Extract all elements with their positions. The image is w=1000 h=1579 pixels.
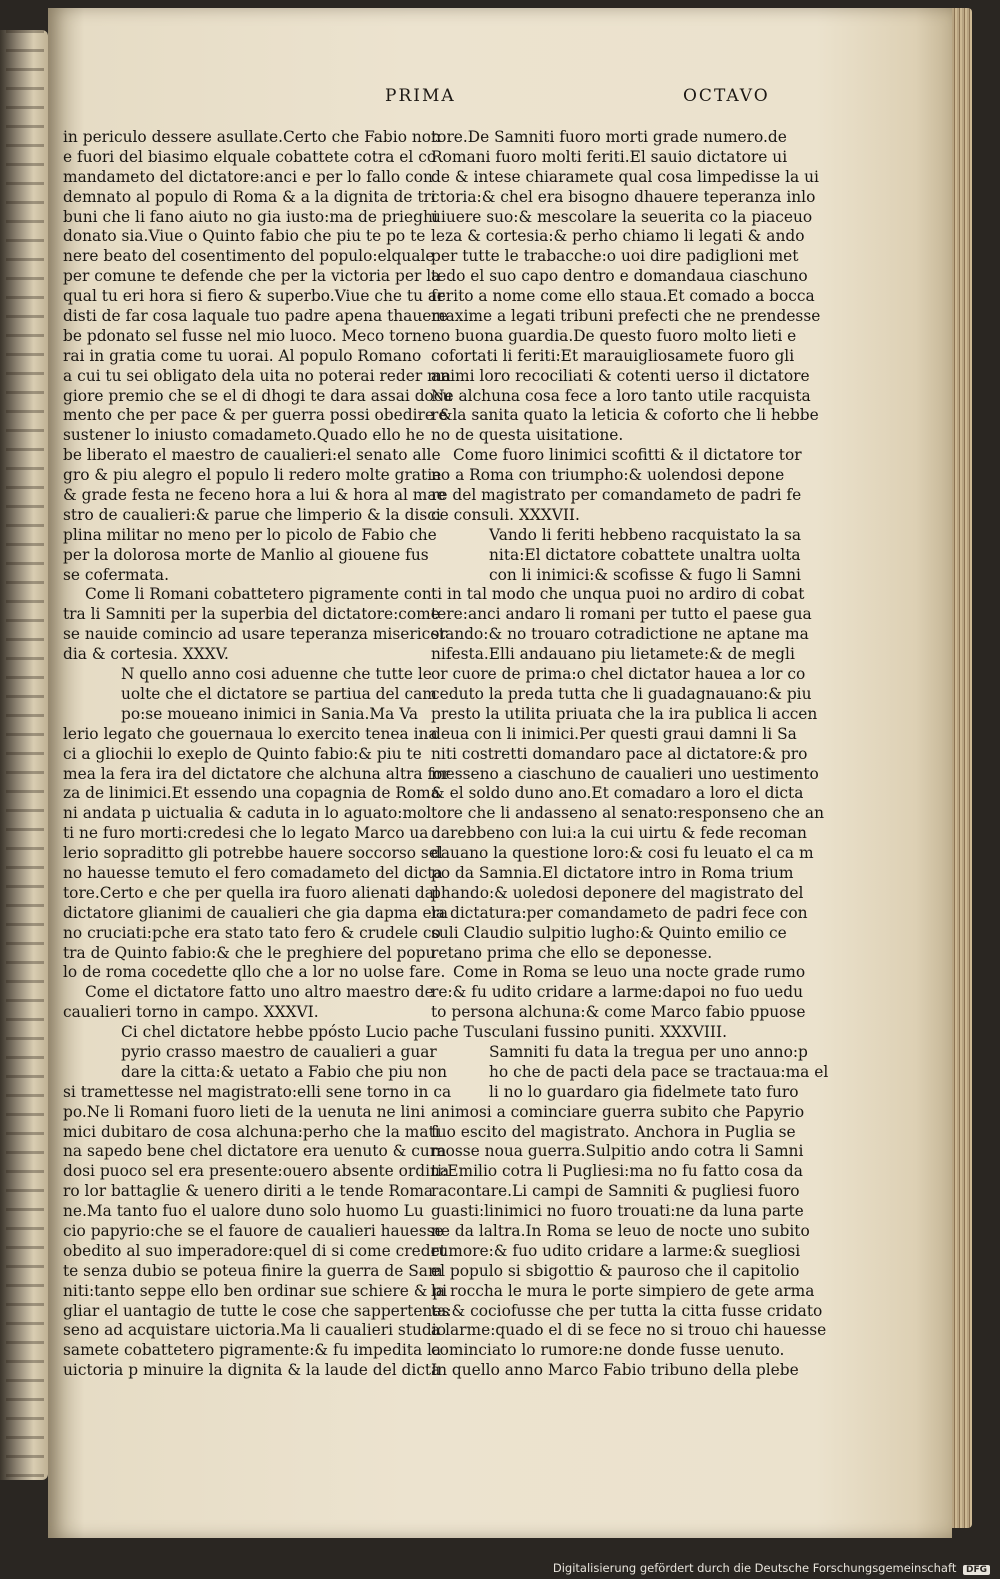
- text-line: gliar el uantagio de tutte le cose che sappertenes: [63, 1301, 450, 1320]
- text-line: dare la citta:& uetato a Fabio che piu non: [121, 1062, 447, 1081]
- running-head-right: OCTAVO: [683, 86, 770, 106]
- text-line: or cuore de prima:o chel dictator hauea a lor co: [431, 665, 806, 684]
- text-line: mosse noua guerra.Sulpitio ando cotra li Samni: [431, 1142, 804, 1161]
- text-line: racontare.Li campi de Samniti & pugliesi fuoro: [431, 1182, 800, 1201]
- text-line: pyrio crasso maestro de caualieri a guar: [121, 1042, 437, 1061]
- text-line: si tramettesse nel magistrato:elli sene torno in ca: [63, 1082, 452, 1101]
- text-line: demnato al populo di Roma & a la dignita de tri: [63, 187, 436, 206]
- text-line: za de linimici.Et essendo una copagnia de Roma: [63, 784, 440, 803]
- text-line: maxime a legati tribuni prefecti che ne prendesse: [431, 307, 821, 326]
- text-line: be liberato el maestro de caualieri:el senato alle: [63, 446, 441, 465]
- text-line: donato sia.Viue o Quinto fabio che piu te po te: [63, 227, 426, 246]
- page-stack-edge: [952, 8, 972, 1528]
- text-line: uiuere suo:& mescolare la seuerita co la piaceuo: [431, 207, 813, 226]
- text-line: N quello anno cosi aduenne che tutte le: [121, 665, 432, 684]
- text-line: tore.De Samniti fuoro morti grade numero.de: [431, 128, 787, 146]
- text-line: ta:& cociofusse che per tutta la citta fusse cridato: [431, 1301, 823, 1320]
- text-column-right: [431, 128, 829, 1381]
- text-line: no hauesse temuto el fero comadameto del dicta: [63, 863, 443, 882]
- text-line: tere:anci andaro li romani per tutto el paese gua: [431, 605, 812, 624]
- text-line: tedo el suo capo dentro e domandaua ciaschuno: [431, 267, 808, 286]
- text-line: ho che de pacti dela pace se tractaua:ma el: [489, 1062, 829, 1081]
- facing-page-text: [6, 30, 44, 1480]
- text-line: che Tusculani fussino puniti. XXXVIII.: [431, 1023, 727, 1042]
- text-line: disti de far cosa laquale tuo padre apena thauere: [63, 307, 448, 326]
- text-line: ro lor battaglie & uenero diriti a le tende Roma: [63, 1182, 434, 1201]
- text-line: Ci chel dictatore hebbe ppósto Lucio pa: [121, 1023, 433, 1042]
- text-line: ceduto la preda tutta che li guadagnauano:& piu: [431, 684, 812, 703]
- text-line: per comune te defende che per la victoria per la: [63, 267, 441, 286]
- text-line: stro de caualieri:& parue che limperio & la disci: [63, 505, 441, 524]
- text-line: per tutte le trabacche:o uoi dire padiglioni met: [431, 247, 799, 266]
- text-line: samete cobattetero pigramente:& fu impedita la: [63, 1341, 442, 1360]
- text-line: darebbeno con lui:a la cui uirtu & fede recoman: [431, 824, 807, 843]
- text-line: fuo escito del magistrato. Anchora in Puglia se: [431, 1122, 796, 1141]
- text-line: Ne alchuna cosa fece a loro tanto utile racquista: [431, 386, 811, 405]
- text-line: be pdonato sel fusse nel mio luoco. Meco torne: [63, 326, 431, 345]
- text-line: po da Samnia.El dictatore intro in Roma trium: [431, 863, 794, 882]
- text-line: a cui tu sei obligato dela uita no poterai reder ma: [63, 366, 451, 385]
- text-line: re:& fu udito cridare a larme:dapoi no fuo uedu: [431, 983, 804, 1002]
- text-line: el populo si sbigottio & pauroso che il capitolio: [431, 1261, 800, 1280]
- text-line: e fuori del biasimo elquale cobattete cotra el co: [63, 147, 437, 166]
- text-line: a larme:quado el di se fece no si trouo chi hauesse: [431, 1321, 827, 1340]
- text-line: messeno a ciaschuno de caualieri uno uestimento: [431, 764, 819, 783]
- text-line: caualieri torno in campo. XXXVI.: [63, 1003, 319, 1022]
- text-line: phando:& uoledosi deponere del magistrato del: [431, 883, 804, 902]
- text-line: rumore:& fuo udito cridare a larme:& suegliosi: [431, 1241, 801, 1260]
- text-line: po.Ne li Romani fuoro lieti de la uenuta ne lini: [63, 1102, 426, 1121]
- text-line: ni andata p uictualia & caduta in lo aguato:mol: [63, 804, 432, 823]
- text-line: tra de Quinto fabio:& che le preghiere del popu: [63, 943, 436, 962]
- text-line: gro & piu alegro el populo li redero molte gratie: [63, 466, 442, 485]
- text-line: Samniti fu data la tregua per uno anno:p: [489, 1042, 808, 1061]
- text-line: lo de roma cocedette qllo che a lor no uolse fare.: [63, 963, 446, 982]
- text-line: seno ad acquistare uictoria.Ma li caualieri studio: [63, 1321, 446, 1340]
- text-line: tore.Certo e che per quella ira fuoro alienati dal: [63, 883, 439, 902]
- text-line: re la sanita quato la leticia & coforto che li hebbe: [431, 406, 819, 425]
- text-line: presto la utilita priuata che la ira publica li accen: [431, 704, 818, 723]
- text-line: de & intese chiaramete qual cosa limpedisse la ui: [431, 167, 819, 186]
- text-line: sustener lo iniusto comadameto.Quado ello he: [63, 426, 425, 445]
- text-line: Come el dictatore fatto uno altro maestro de: [85, 983, 434, 1002]
- digitization-credit: [553, 1561, 990, 1575]
- text-line: cofortati li feriti:Et marauigliosamete fuoro gli: [431, 346, 795, 365]
- text-line: dia & cortesia. XXXV.: [63, 645, 229, 664]
- credit-text: Digitalisierung gefördert durch die Deutsche Forschungsgemeinschaft: [552, 1561, 957, 1575]
- text-line: te senza dubio se poteua finire la guerra de Sam: [63, 1261, 443, 1280]
- text-line: tra li Samniti per la superbia del dictatore:come: [63, 605, 440, 624]
- running-head-left: PRIMA: [385, 86, 456, 106]
- text-line: la roccha le mura le porte simpiero de gete arma: [431, 1281, 815, 1300]
- text-line: animosi a cominciare guerra subito che Papyrio: [431, 1102, 805, 1121]
- text-line: Come in Roma se leuo una nocte grade rumo: [453, 963, 806, 982]
- text-line: tore che li andasseno al senato:responseno che an: [431, 804, 824, 823]
- text-line: leza & cortesia:& perho chiamo li legati & ando: [431, 227, 805, 246]
- text-line: ti:Emilio cotra li Pugliesi:ma no fu fatto cosa da: [431, 1162, 803, 1181]
- text-line: animi loro recociliati & cotenti uerso il dictatore: [431, 366, 810, 385]
- text-line: guasti:linimici no fuoro trouati:ne da luna parte: [431, 1202, 804, 1221]
- text-line: niti costretti domandaro pace al dictatore:& pro: [431, 744, 808, 763]
- text-line: deua con li inimici.Per questi graui damni li Sa: [431, 724, 797, 743]
- text-line: dauano la questione loro:& cosi fu leuato el ca m: [431, 844, 814, 863]
- text-line: dictatore glianimi de caualieri che gia dapma era: [63, 903, 449, 922]
- text-line: Come fuoro linimici scofitti & il dictatore tor: [453, 446, 802, 465]
- text-line: ce consuli. XXXVII.: [431, 505, 580, 524]
- text-line: no buona guardia.De questo fuoro molto lieti e: [431, 326, 797, 345]
- text-line: & grade festa ne feceno hora a lui & hora al mae: [63, 486, 446, 505]
- text-line: buni che li fano aiuto no gia iusto:ma de prieghi: [63, 207, 438, 226]
- text-line: ne da laltra.In Roma se leuo de nocte uno subito: [431, 1221, 810, 1240]
- text-line: ctoria:& chel era bisogno dhauere teperanza inlo: [431, 187, 816, 206]
- text-line: mandameto del dictatore:anci e per lo fallo con: [63, 167, 433, 186]
- text-line: mento che per pace & per guerra possi obedire &: [63, 406, 453, 425]
- text-line: rai in gratia come tu uorai. Al populo Romano: [63, 346, 422, 365]
- text-line: no de questa uisitatione.: [431, 426, 624, 445]
- text-line: dosi puoco sel era presente:ouero absente ordina: [63, 1162, 450, 1181]
- text-column-left: [63, 128, 453, 1381]
- text-line: to persona alchuna:& come Marco fabio ppuose: [431, 1003, 806, 1022]
- facing-page-edge: [0, 30, 48, 1480]
- text-line: no cruciati:pche era stato tato fero & crudele co: [63, 923, 441, 942]
- dfg-logo: DFG: [963, 1565, 990, 1575]
- text-line: con li inimici:& scofisse & fugo li Samni: [489, 565, 801, 584]
- text-line: ne.Ma tanto fuo el ualore duno solo huomo Lu: [63, 1202, 424, 1221]
- text-line: & el soldo duno ano.Et comadaro a loro el dicta: [431, 784, 804, 803]
- text-line: lerio legato che gouernaua lo exercito tenea ina: [63, 724, 438, 743]
- text-line: Come li Romani cobattetero pigramente con: [85, 585, 432, 604]
- text-line: qual tu eri hora si fiero & superbo.Viue che tu ar: [63, 287, 445, 306]
- text-line: niti:tanto seppe ello ben ordinar sue schiere & pi: [63, 1281, 448, 1300]
- text-line: ci a gliochii lo exeplo de Quinto fabio:& piu te: [63, 744, 422, 763]
- text-line: retano prima che ello se deponesse.: [431, 943, 713, 962]
- text-line: Romani fuoro molti feriti.El sauio dictatore ui: [431, 147, 788, 166]
- text-line: ferito a nome come ello staua.Et comado a bocca: [431, 287, 815, 306]
- text-line: se nauide comincio ad usare teperanza misericor: [63, 625, 447, 644]
- text-line: plina militar no meno per lo picolo de Fabio che: [63, 525, 437, 544]
- text-line: cio papyrio:che se el fauore de caualieri hauesse: [63, 1221, 444, 1240]
- text-line: mici dubitaro de cosa alchuna:perho che la mati: [63, 1122, 440, 1141]
- text-line: na sapedo bene chel dictatore era uenuto & cura: [63, 1142, 447, 1161]
- text-line: nifesta.Elli andauano piu lietamete:& de megli: [431, 645, 795, 664]
- text-line: stando:& no trouaro cotradictione ne aptane ma: [431, 625, 809, 644]
- text-line: ti ne furo morti:credesi che lo legato Marco ua: [63, 824, 429, 843]
- text-line: in periculo dessere asullate.Certo che Fabio non: [63, 128, 441, 146]
- text-line: se cofermata.: [63, 565, 169, 584]
- text-line: lerio sopraditto gli potrebbe hauere soccorso sel: [63, 844, 443, 863]
- text-line: suli Claudio sulpitio lugho:& Quinto emilio ce: [431, 923, 787, 942]
- text-line: per la dolorosa morte de Manlio al giouene fus: [63, 545, 429, 564]
- text-line: Vando li feriti hebbeno racquistato la sa: [489, 525, 802, 544]
- text-line: mea la fera ira del dictatore che alchuna altra for: [63, 764, 450, 783]
- text-line: li no lo guardaro gia fidelmete tato furo: [489, 1082, 799, 1101]
- text-line: nere beato del cosentimento del populo:elquale: [63, 247, 435, 266]
- text-line: obedito al suo imperadore:quel di si come credet: [63, 1241, 446, 1260]
- text-line: uolte che el dictatore se partiua del cam: [121, 684, 437, 703]
- text-line: In quello anno Marco Fabio tribuno della plebe: [431, 1361, 799, 1380]
- text-line: uictoria p minuire la dignita & la laude del dicta: [63, 1361, 441, 1380]
- text-line: giore premio che se el di dhogi te dara assai docu: [63, 386, 453, 405]
- text-line: nita:El dictatore cobattete unaltra uolta: [489, 545, 801, 564]
- text-line: no a Roma con triumpho:& uolendosi depone: [431, 466, 785, 485]
- text-line: ti in tal modo che unqua puoi no ardiro di cobat: [431, 585, 805, 604]
- text-line: cominciato lo rumore:ne donde fusse uenuto.: [431, 1341, 785, 1360]
- text-line: re del magistrato per comandameto de padri fe: [431, 486, 802, 505]
- text-line: po:se moueano inimici in Sania.Ma Va: [121, 704, 419, 723]
- text-line: la dictatura:per comandameto de padri fece con: [431, 903, 808, 922]
